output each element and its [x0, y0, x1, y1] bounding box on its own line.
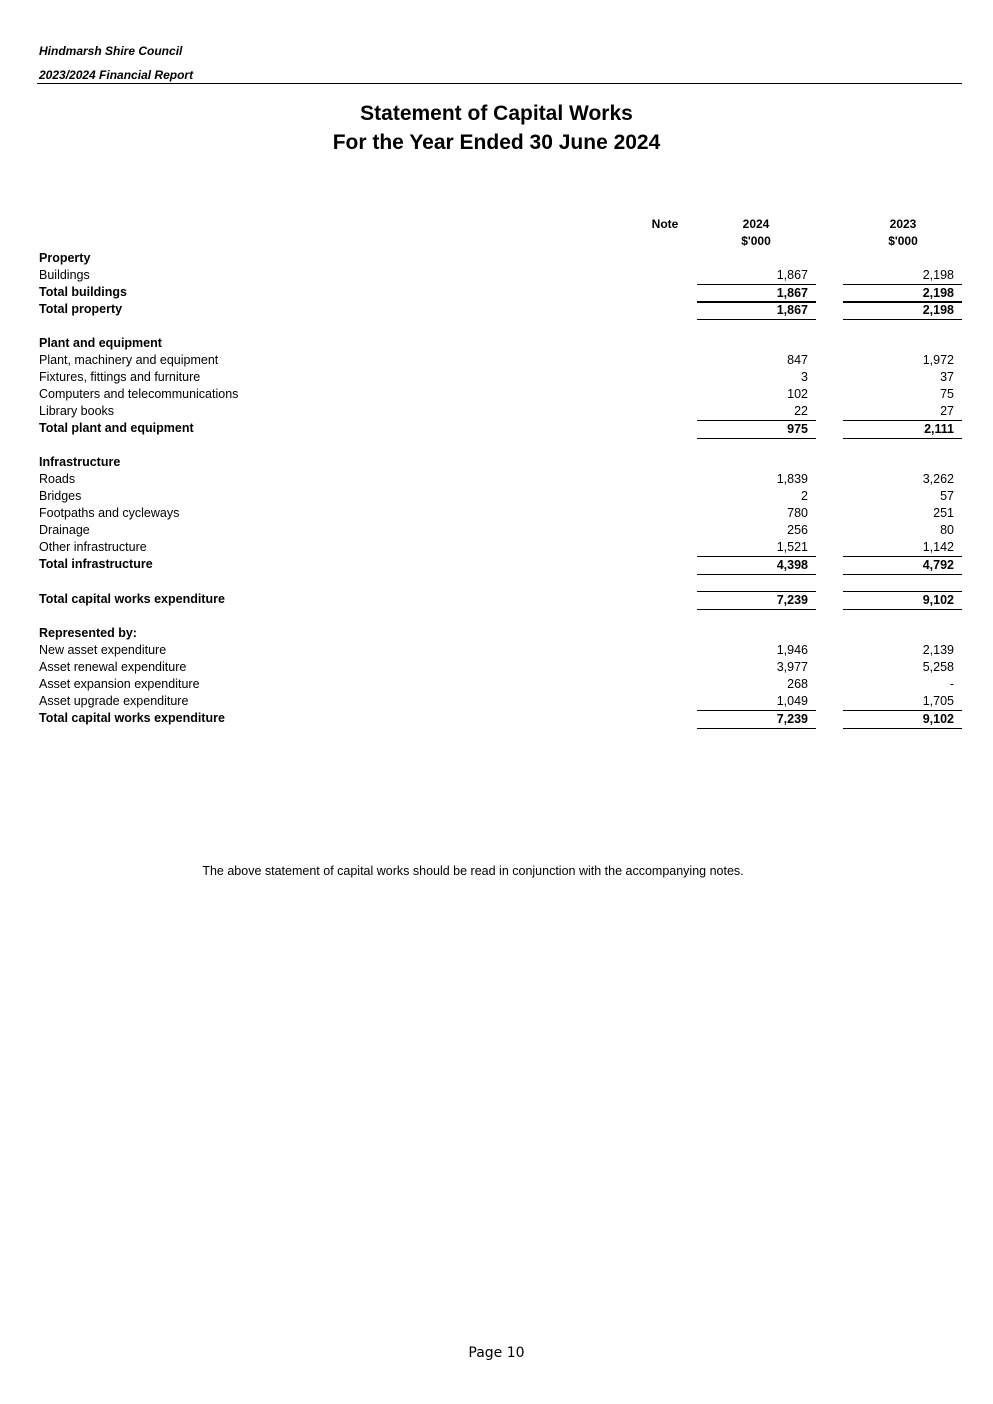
value-2023: 2,139 — [922, 643, 954, 657]
value-2024: 2 — [801, 489, 808, 503]
row-label: Drainage — [39, 523, 90, 537]
value-2024: 1,867 — [697, 301, 816, 320]
table-row — [0, 471, 993, 488]
row-label: Plant, machinery and equipment — [39, 353, 219, 367]
unit-2024-header: $'000 — [741, 234, 771, 248]
row-label: Other infrastructure — [39, 540, 147, 554]
row-label: Roads — [39, 472, 76, 486]
value-2023: 1,142 — [922, 540, 954, 554]
table-row — [0, 488, 993, 505]
value-2023: 5,258 — [922, 660, 954, 674]
value-2024: 102 — [787, 387, 808, 401]
value-2024: 1,839 — [776, 472, 808, 486]
value-2024: 22 — [794, 404, 808, 418]
row-label: Computers and telecommunications — [39, 387, 239, 401]
table-row — [0, 693, 993, 710]
value-2023: 2,198 — [922, 268, 954, 282]
value-2023: 9,102 — [843, 591, 962, 610]
value-2023: 57 — [940, 489, 954, 503]
table-row — [0, 267, 993, 284]
value-2024: 847 — [787, 353, 808, 367]
value-2023: 4,792 — [843, 556, 962, 575]
value-2024: 256 — [787, 523, 808, 537]
year-2024-header: 2024 — [742, 217, 770, 231]
value-2023: 80 — [940, 523, 954, 537]
value-2024: 3,977 — [776, 660, 808, 674]
total-row — [0, 420, 993, 437]
council-name: Hindmarsh Shire Council — [39, 44, 183, 58]
table-row — [0, 403, 993, 420]
page-number: Page 10 — [468, 1345, 525, 1361]
total-row — [0, 284, 993, 301]
unit-2023-header: $'000 — [888, 234, 918, 248]
row-label: Infrastructure — [39, 455, 121, 469]
value-2023: 2,111 — [843, 420, 962, 439]
row-label: Total capital works expenditure — [39, 592, 225, 606]
section-heading — [0, 250, 993, 267]
value-2024: 3 — [801, 370, 808, 384]
value-2023: 2,198 — [843, 284, 962, 303]
section-heading — [0, 625, 993, 642]
total-row — [0, 556, 993, 573]
table-row — [0, 352, 993, 369]
value-2023: 1,972 — [922, 353, 954, 367]
footnote: The above statement of capital works should be read in conjunction with the accompanying notes. — [202, 864, 744, 878]
total-row — [0, 710, 993, 727]
value-2024: 1,867 — [697, 284, 816, 303]
value-2023: 3,262 — [922, 472, 954, 486]
value-2023: 251 — [933, 506, 954, 520]
value-2024: 4,398 — [697, 556, 816, 575]
section-heading — [0, 454, 993, 471]
row-label: New asset expenditure — [39, 643, 167, 657]
row-label: Asset renewal expenditure — [39, 660, 187, 674]
table-row — [0, 539, 993, 556]
value-2024: 1,521 — [776, 540, 808, 554]
row-label: Library books — [39, 404, 115, 418]
table-row — [0, 505, 993, 522]
table-row — [0, 386, 993, 403]
row-label: Fixtures, fittings and furniture — [39, 370, 201, 384]
page-subtitle: For the Year Ended 30 June 2024 — [332, 131, 661, 154]
value-2023: 27 — [940, 404, 954, 418]
total-row — [0, 301, 993, 318]
note-column-header: Note — [651, 217, 679, 231]
header-rule — [37, 83, 962, 84]
row-label: Total property — [39, 302, 123, 316]
row-label: Asset upgrade expenditure — [39, 694, 189, 708]
table-row — [0, 369, 993, 386]
row-label: Property — [39, 251, 91, 265]
value-2023: 75 — [940, 387, 954, 401]
value-2023: 37 — [940, 370, 954, 384]
row-label: Total infrastructure — [39, 557, 153, 571]
row-label: Buildings — [39, 268, 90, 282]
row-label: Represented by: — [39, 626, 137, 640]
value-2023: - — [949, 677, 954, 691]
row-label: Asset expansion expenditure — [39, 677, 200, 691]
value-2024: 780 — [787, 506, 808, 520]
row-label: Total plant and equipment — [39, 421, 194, 435]
section-heading — [0, 335, 993, 352]
value-2024: 975 — [697, 420, 816, 439]
row-label: Footpaths and cycleways — [39, 506, 180, 520]
table-row — [0, 642, 993, 659]
value-2024: 1,946 — [776, 643, 808, 657]
value-2024: 268 — [787, 677, 808, 691]
table-row — [0, 659, 993, 676]
value-2024: 7,239 — [697, 591, 816, 610]
page-title: Statement of Capital Works — [360, 102, 633, 125]
report-name: 2023/2024 Financial Report — [39, 68, 194, 82]
value-2023: 9,102 — [843, 710, 962, 729]
value-2024: 1,867 — [776, 268, 808, 282]
value-2023: 1,705 — [922, 694, 954, 708]
table-row — [0, 522, 993, 539]
year-2023-header: 2023 — [889, 217, 917, 231]
value-2024: 7,239 — [697, 710, 816, 729]
row-label: Bridges — [39, 489, 82, 503]
total-row — [0, 591, 993, 608]
row-label: Total capital works expenditure — [39, 711, 225, 725]
value-2024: 1,049 — [776, 694, 808, 708]
row-label: Total buildings — [39, 285, 127, 299]
value-2023: 2,198 — [843, 301, 962, 320]
table-row — [0, 676, 993, 693]
row-label: Plant and equipment — [39, 336, 162, 350]
